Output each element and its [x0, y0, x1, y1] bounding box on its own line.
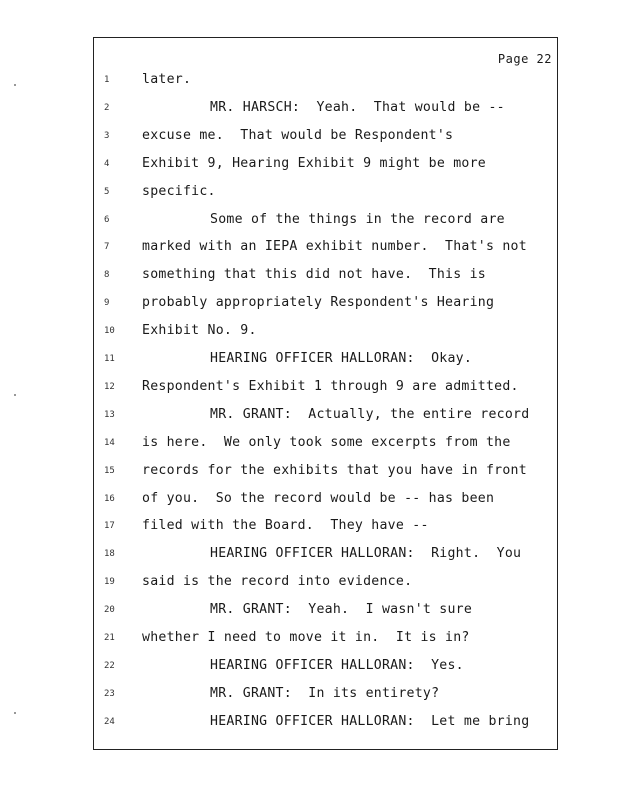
- transcript-line: [0, 684, 618, 704]
- transcript-line: [0, 210, 618, 230]
- line-text: HEARING OFFICER HALLORAN: Yes.: [210, 657, 464, 673]
- line-text: of you. So the record would be -- has been: [142, 490, 495, 506]
- line-text: specific.: [142, 183, 216, 199]
- line-number: 11: [104, 354, 115, 364]
- line-number: 16: [104, 493, 115, 504]
- line-number: 20: [104, 605, 115, 616]
- line-text: Some of the things in the record are: [210, 211, 505, 227]
- transcript-line: [0, 377, 618, 397]
- line-number: 4: [104, 158, 110, 169]
- line-number: 9: [104, 298, 110, 309]
- line-number: 23: [104, 688, 115, 699]
- line-text: MR. GRANT: Yeah. I wasn't sure: [210, 602, 473, 618]
- line-number: 10: [104, 326, 115, 337]
- transcript-line: [0, 349, 618, 369]
- line-number: 17: [104, 521, 115, 532]
- transcript-line: [0, 600, 618, 620]
- transcript-line: [0, 265, 618, 285]
- line-text: later.: [142, 72, 192, 87]
- transcript-line: [0, 237, 618, 257]
- transcript-line: [0, 433, 618, 453]
- transcript-line: [0, 572, 618, 592]
- transcript-line: [0, 544, 618, 564]
- line-text: HEARING OFFICER HALLORAN: Okay.: [210, 351, 473, 366]
- line-text: filed with the Board. They have --: [142, 518, 429, 534]
- transcript-line: [0, 656, 618, 676]
- line-number: 15: [104, 465, 115, 476]
- line-number: 24: [104, 716, 115, 727]
- transcript-line: [0, 98, 618, 118]
- transcript-line: [0, 712, 618, 732]
- line-text: said is the record into evidence.: [142, 574, 413, 590]
- line-number: 3: [104, 130, 110, 141]
- transcript-line: [0, 489, 618, 509]
- line-number: 13: [104, 409, 115, 420]
- line-number: 2: [104, 102, 110, 113]
- line-text: is here. We only took some excerpts from the: [142, 434, 511, 450]
- transcript-line: [0, 70, 618, 90]
- line-text: Respondent's Exhibit 1 through 9 are admitted.: [142, 378, 519, 394]
- line-text: HEARING OFFICER HALLORAN: Let me bring: [210, 713, 530, 729]
- line-text: excuse me. That would be Respondent's: [142, 127, 454, 143]
- page-number: Page 22: [497, 52, 552, 66]
- line-text: MR. GRANT: In its entirety?: [210, 685, 440, 701]
- line-text: Exhibit No. 9.: [142, 323, 257, 339]
- transcript-line: [0, 126, 618, 146]
- line-number: 21: [104, 633, 115, 643]
- transcript-line: [0, 321, 618, 341]
- transcript-line: [0, 405, 618, 425]
- line-text: marked with an IEPA exhibit number. That's not: [142, 239, 527, 255]
- transcript-line: [0, 516, 618, 536]
- transcript-line: [0, 293, 618, 313]
- line-text: whether I need to move it in. It is in?: [142, 630, 470, 645]
- transcript-line: [0, 628, 618, 648]
- line-text: Exhibit 9, Hearing Exhibit 9 might be more: [142, 155, 486, 171]
- line-text: something that this did not have. This is: [142, 267, 486, 283]
- line-text: MR. GRANT: Actually, the entire record: [210, 406, 530, 422]
- line-text: HEARING OFFICER HALLORAN: Right. You: [210, 546, 522, 562]
- transcript-line: [0, 461, 618, 481]
- transcript-line: [0, 182, 618, 202]
- line-number: 22: [104, 660, 115, 671]
- line-text: probably appropriately Respondent's Hearing: [142, 295, 495, 311]
- line-number: 6: [104, 214, 110, 225]
- line-number: 14: [104, 437, 115, 448]
- line-number: 8: [104, 270, 110, 281]
- line-number: 12: [104, 381, 115, 392]
- transcript-line: [0, 154, 618, 174]
- line-text: records for the exhibits that you have in front: [142, 462, 527, 478]
- line-number: 7: [104, 242, 110, 253]
- line-number: 5: [104, 186, 110, 197]
- line-text: MR. HARSCH: Yeah. That would be --: [210, 99, 505, 115]
- line-number: 19: [104, 577, 115, 588]
- line-number: 1: [104, 75, 110, 85]
- line-number: 18: [104, 549, 115, 560]
